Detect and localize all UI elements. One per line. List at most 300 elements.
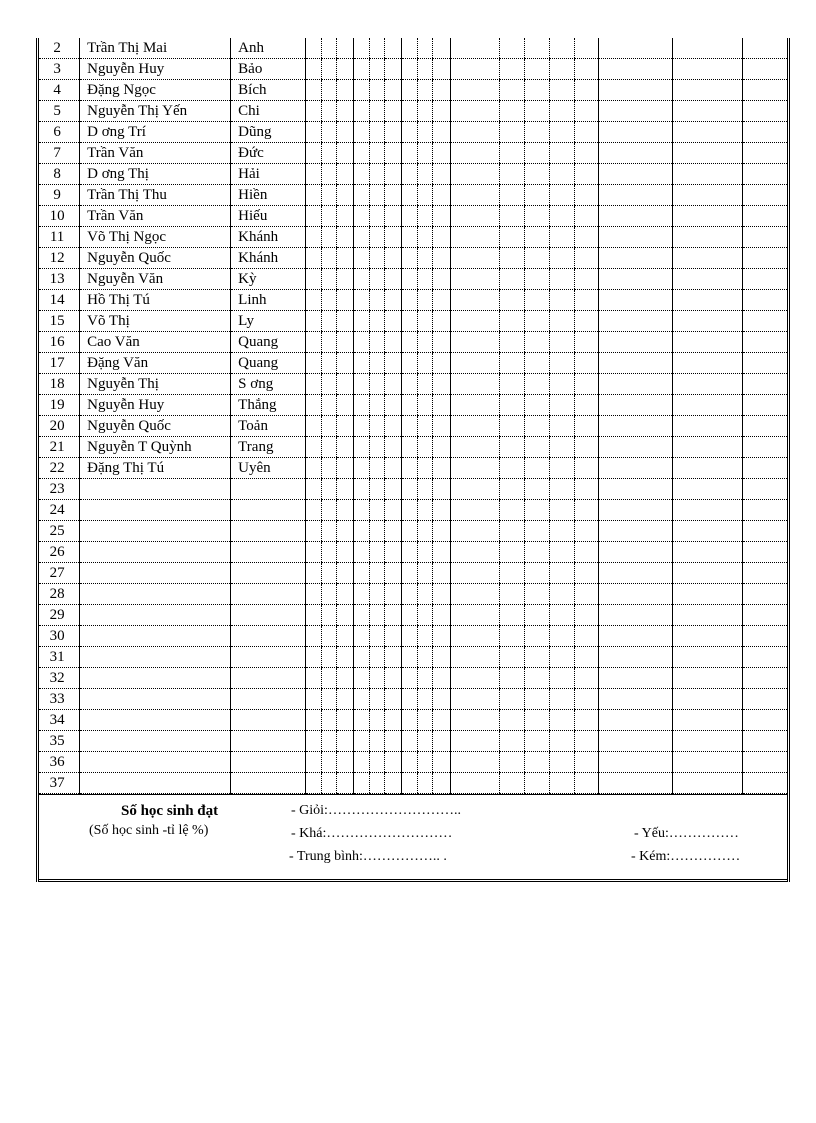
score-cell xyxy=(401,605,417,626)
score-cell xyxy=(369,227,385,248)
score-cell xyxy=(417,269,433,290)
score-cell xyxy=(354,185,370,206)
summary-subtitle: (Số học sinh -tỉ lệ %) xyxy=(89,823,209,838)
score-cell xyxy=(321,437,337,458)
score-cell xyxy=(306,521,322,542)
score-cell xyxy=(549,164,574,185)
score-cell xyxy=(385,710,402,731)
table-row xyxy=(39,38,787,59)
score-cell xyxy=(450,38,499,59)
score-cell xyxy=(742,752,787,773)
score-cell xyxy=(354,416,370,437)
score-cell xyxy=(742,689,787,710)
score-cell xyxy=(524,668,549,689)
score-cell xyxy=(574,122,598,143)
score-cell xyxy=(401,647,417,668)
score-cell xyxy=(385,311,402,332)
score-cell xyxy=(337,626,354,647)
summary-trung-binh: - Trung bình:…………….. . xyxy=(289,849,447,864)
table-row xyxy=(39,185,787,206)
score-cell xyxy=(369,311,385,332)
student-surname xyxy=(80,626,231,647)
student-given-name xyxy=(231,542,306,563)
table-row xyxy=(39,689,787,710)
score-cell xyxy=(742,290,787,311)
score-cell xyxy=(672,248,742,269)
row-number: 25 xyxy=(39,521,80,542)
score-cell xyxy=(450,311,499,332)
score-cell xyxy=(574,248,598,269)
score-cell xyxy=(450,332,499,353)
score-cell xyxy=(524,164,549,185)
score-cell xyxy=(417,122,433,143)
student-surname: Đặng Ngọc xyxy=(80,80,231,101)
score-cell xyxy=(321,59,337,80)
student-given-name xyxy=(231,752,306,773)
score-cell xyxy=(524,584,549,605)
student-given-name: Quang xyxy=(231,353,306,374)
score-cell xyxy=(499,185,524,206)
score-cell xyxy=(433,626,451,647)
score-cell xyxy=(321,668,337,689)
score-cell xyxy=(672,479,742,500)
score-cell xyxy=(499,521,524,542)
score-cell xyxy=(524,458,549,479)
score-cell xyxy=(354,605,370,626)
score-cell xyxy=(337,647,354,668)
score-cell xyxy=(433,395,451,416)
score-cell xyxy=(306,458,322,479)
score-cell xyxy=(499,416,524,437)
score-cell xyxy=(524,311,549,332)
score-cell xyxy=(401,353,417,374)
student-given-name: Hải xyxy=(231,164,306,185)
score-cell xyxy=(574,542,598,563)
score-cell xyxy=(742,164,787,185)
row-number: 21 xyxy=(39,437,80,458)
score-cell xyxy=(450,290,499,311)
score-cell xyxy=(450,731,499,752)
student-surname: Trần Văn xyxy=(80,143,231,164)
row-number: 4 xyxy=(39,80,80,101)
score-cell xyxy=(598,668,672,689)
student-surname xyxy=(80,731,231,752)
score-cell xyxy=(450,143,499,164)
score-cell xyxy=(401,773,417,794)
score-cell xyxy=(354,479,370,500)
score-cell xyxy=(574,353,598,374)
score-cell xyxy=(433,227,451,248)
score-cell xyxy=(401,689,417,710)
score-cell xyxy=(354,710,370,731)
table-row xyxy=(39,332,787,353)
score-cell xyxy=(401,80,417,101)
score-cell xyxy=(598,542,672,563)
score-cell xyxy=(672,521,742,542)
table-row xyxy=(39,416,787,437)
score-cell xyxy=(742,626,787,647)
score-cell xyxy=(672,122,742,143)
row-number: 36 xyxy=(39,752,80,773)
score-cell xyxy=(742,458,787,479)
table-row xyxy=(39,269,787,290)
score-cell xyxy=(598,248,672,269)
score-cell xyxy=(574,269,598,290)
score-cell xyxy=(401,416,417,437)
student-surname: Nguyễn Thị xyxy=(80,374,231,395)
table-row xyxy=(39,731,787,752)
score-cell xyxy=(549,689,574,710)
student-given-name xyxy=(231,689,306,710)
score-cell xyxy=(549,311,574,332)
score-cell xyxy=(385,479,402,500)
score-cell xyxy=(742,647,787,668)
score-cell xyxy=(450,689,499,710)
score-cell xyxy=(574,38,598,59)
score-cell xyxy=(369,500,385,521)
score-cell xyxy=(598,458,672,479)
score-cell xyxy=(574,59,598,80)
score-cell xyxy=(417,311,433,332)
score-cell xyxy=(306,605,322,626)
score-cell xyxy=(574,80,598,101)
score-cell xyxy=(369,122,385,143)
score-cell xyxy=(450,206,499,227)
score-cell xyxy=(549,584,574,605)
score-cell xyxy=(450,521,499,542)
student-surname: Nguyễn Văn xyxy=(80,269,231,290)
score-cell xyxy=(417,521,433,542)
score-cell xyxy=(574,584,598,605)
score-cell xyxy=(433,584,451,605)
score-cell xyxy=(450,269,499,290)
score-cell xyxy=(499,437,524,458)
score-cell xyxy=(321,500,337,521)
score-cell xyxy=(499,479,524,500)
student-surname xyxy=(80,479,231,500)
table-row xyxy=(39,248,787,269)
score-cell xyxy=(337,710,354,731)
score-cell xyxy=(354,332,370,353)
score-cell xyxy=(385,59,402,80)
score-cell xyxy=(401,542,417,563)
score-cell xyxy=(524,731,549,752)
score-cell xyxy=(574,626,598,647)
score-cell xyxy=(742,206,787,227)
row-number: 31 xyxy=(39,647,80,668)
score-cell xyxy=(524,773,549,794)
score-cell xyxy=(385,122,402,143)
score-cell xyxy=(672,290,742,311)
score-cell xyxy=(499,395,524,416)
score-cell xyxy=(574,206,598,227)
score-cell xyxy=(385,773,402,794)
student-surname xyxy=(80,542,231,563)
score-cell xyxy=(598,143,672,164)
score-cell xyxy=(598,626,672,647)
table-row xyxy=(39,521,787,542)
score-cell xyxy=(369,521,385,542)
table-row xyxy=(39,311,787,332)
score-cell xyxy=(401,668,417,689)
score-cell xyxy=(549,353,574,374)
student-surname: Đặng Thị Tú xyxy=(80,458,231,479)
score-cell xyxy=(574,458,598,479)
score-cell xyxy=(401,227,417,248)
row-number: 6 xyxy=(39,122,80,143)
score-cell xyxy=(742,479,787,500)
score-cell xyxy=(672,332,742,353)
score-cell xyxy=(321,563,337,584)
student-rows xyxy=(39,38,787,794)
score-cell xyxy=(321,458,337,479)
score-cell xyxy=(321,689,337,710)
score-cell xyxy=(499,605,524,626)
student-surname xyxy=(80,521,231,542)
score-cell xyxy=(321,248,337,269)
score-cell xyxy=(337,542,354,563)
student-given-name: Dũng xyxy=(231,122,306,143)
score-cell xyxy=(337,458,354,479)
score-cell xyxy=(369,332,385,353)
score-cell xyxy=(524,374,549,395)
score-cell xyxy=(369,374,385,395)
score-cell xyxy=(672,437,742,458)
score-cell xyxy=(524,416,549,437)
score-cell xyxy=(401,500,417,521)
row-number: 30 xyxy=(39,626,80,647)
score-cell xyxy=(385,563,402,584)
score-cell xyxy=(369,563,385,584)
score-cell xyxy=(337,227,354,248)
score-cell xyxy=(598,164,672,185)
score-cell xyxy=(385,626,402,647)
score-cell xyxy=(672,59,742,80)
student-given-name: Anh xyxy=(231,38,306,59)
score-cell xyxy=(574,689,598,710)
row-number: 29 xyxy=(39,605,80,626)
score-cell xyxy=(549,332,574,353)
score-cell xyxy=(433,101,451,122)
score-cell xyxy=(354,731,370,752)
score-cell xyxy=(321,416,337,437)
score-cell xyxy=(369,206,385,227)
student-given-name: Trang xyxy=(231,437,306,458)
score-cell xyxy=(450,542,499,563)
score-cell xyxy=(549,773,574,794)
score-cell xyxy=(369,647,385,668)
score-cell xyxy=(742,59,787,80)
table-row xyxy=(39,479,787,500)
student-surname: Đặng Văn xyxy=(80,353,231,374)
score-cell xyxy=(672,38,742,59)
score-cell xyxy=(672,353,742,374)
score-cell xyxy=(385,38,402,59)
score-cell xyxy=(417,416,433,437)
score-cell xyxy=(598,290,672,311)
score-cell xyxy=(369,584,385,605)
score-cell xyxy=(598,416,672,437)
score-cell xyxy=(499,80,524,101)
score-cell xyxy=(385,458,402,479)
score-cell xyxy=(742,122,787,143)
score-cell xyxy=(549,395,574,416)
score-cell xyxy=(549,80,574,101)
score-cell xyxy=(742,374,787,395)
score-cell xyxy=(499,290,524,311)
score-cell xyxy=(385,647,402,668)
score-cell xyxy=(672,563,742,584)
score-cell xyxy=(450,668,499,689)
score-cell xyxy=(574,437,598,458)
score-cell xyxy=(742,38,787,59)
student-surname xyxy=(80,647,231,668)
score-cell xyxy=(337,752,354,773)
score-cell xyxy=(369,773,385,794)
score-cell xyxy=(549,101,574,122)
student-surname xyxy=(80,773,231,794)
score-cell xyxy=(672,710,742,731)
score-cell xyxy=(574,500,598,521)
score-cell xyxy=(742,269,787,290)
score-cell xyxy=(417,290,433,311)
score-cell xyxy=(306,479,322,500)
score-cell xyxy=(499,647,524,668)
score-cell xyxy=(337,332,354,353)
row-number: 3 xyxy=(39,59,80,80)
score-cell xyxy=(369,605,385,626)
score-cell xyxy=(337,563,354,584)
row-number: 12 xyxy=(39,248,80,269)
score-cell xyxy=(450,185,499,206)
score-cell xyxy=(354,563,370,584)
score-cell xyxy=(306,437,322,458)
score-cell xyxy=(321,542,337,563)
score-cell xyxy=(433,731,451,752)
score-cell xyxy=(433,458,451,479)
score-cell xyxy=(417,731,433,752)
row-number: 10 xyxy=(39,206,80,227)
score-cell xyxy=(369,668,385,689)
score-cell xyxy=(401,332,417,353)
table-row xyxy=(39,395,787,416)
score-cell xyxy=(337,164,354,185)
score-cell xyxy=(306,647,322,668)
score-cell xyxy=(354,689,370,710)
score-cell xyxy=(450,752,499,773)
score-cell xyxy=(369,542,385,563)
score-cell xyxy=(499,731,524,752)
score-cell xyxy=(549,731,574,752)
student-surname xyxy=(80,710,231,731)
student-given-name xyxy=(231,584,306,605)
score-cell xyxy=(742,605,787,626)
table-row xyxy=(39,164,787,185)
score-cell xyxy=(401,395,417,416)
score-cell xyxy=(598,332,672,353)
score-cell xyxy=(354,668,370,689)
score-cell xyxy=(598,605,672,626)
score-cell xyxy=(337,290,354,311)
score-cell xyxy=(598,395,672,416)
student-given-name xyxy=(231,668,306,689)
score-cell xyxy=(337,416,354,437)
score-cell xyxy=(598,584,672,605)
student-given-name: Hiếu xyxy=(231,206,306,227)
score-cell xyxy=(450,773,499,794)
score-cell xyxy=(337,500,354,521)
score-cell xyxy=(401,458,417,479)
score-cell xyxy=(306,143,322,164)
table-row xyxy=(39,227,787,248)
score-cell xyxy=(337,584,354,605)
score-cell xyxy=(306,542,322,563)
score-cell xyxy=(369,731,385,752)
score-cell xyxy=(524,353,549,374)
score-cell xyxy=(417,164,433,185)
score-cell xyxy=(574,521,598,542)
score-cell xyxy=(499,752,524,773)
score-cell xyxy=(321,353,337,374)
row-number: 17 xyxy=(39,353,80,374)
score-cell xyxy=(499,500,524,521)
score-cell xyxy=(742,332,787,353)
score-cell xyxy=(321,269,337,290)
score-cell xyxy=(672,668,742,689)
score-cell xyxy=(499,164,524,185)
score-cell xyxy=(401,311,417,332)
student-given-name: Uyên xyxy=(231,458,306,479)
score-cell xyxy=(524,80,549,101)
student-surname: Nguyễn Quốc xyxy=(80,416,231,437)
score-cell xyxy=(450,164,499,185)
score-cell xyxy=(321,752,337,773)
score-cell xyxy=(385,668,402,689)
score-cell xyxy=(385,521,402,542)
score-cell xyxy=(354,752,370,773)
score-cell xyxy=(524,206,549,227)
score-cell xyxy=(524,647,549,668)
score-cell xyxy=(337,206,354,227)
score-cell xyxy=(742,521,787,542)
row-number: 13 xyxy=(39,269,80,290)
score-cell xyxy=(549,542,574,563)
student-given-name: Toản xyxy=(231,416,306,437)
score-cell xyxy=(598,101,672,122)
score-cell xyxy=(306,38,322,59)
score-cell xyxy=(417,143,433,164)
score-cell xyxy=(433,122,451,143)
table-row xyxy=(39,59,787,80)
score-cell xyxy=(417,710,433,731)
score-cell xyxy=(306,80,322,101)
score-cell xyxy=(306,668,322,689)
score-cell xyxy=(499,584,524,605)
score-cell xyxy=(337,59,354,80)
score-cell xyxy=(401,479,417,500)
row-number: 8 xyxy=(39,164,80,185)
score-cell xyxy=(401,563,417,584)
score-cell xyxy=(742,395,787,416)
score-cell xyxy=(321,710,337,731)
score-cell xyxy=(417,227,433,248)
score-cell xyxy=(549,269,574,290)
student-surname xyxy=(80,563,231,584)
score-cell xyxy=(337,185,354,206)
score-cell xyxy=(598,122,672,143)
score-cell xyxy=(672,605,742,626)
summary-gioi: - Giỏi:……………………….. xyxy=(291,803,461,818)
